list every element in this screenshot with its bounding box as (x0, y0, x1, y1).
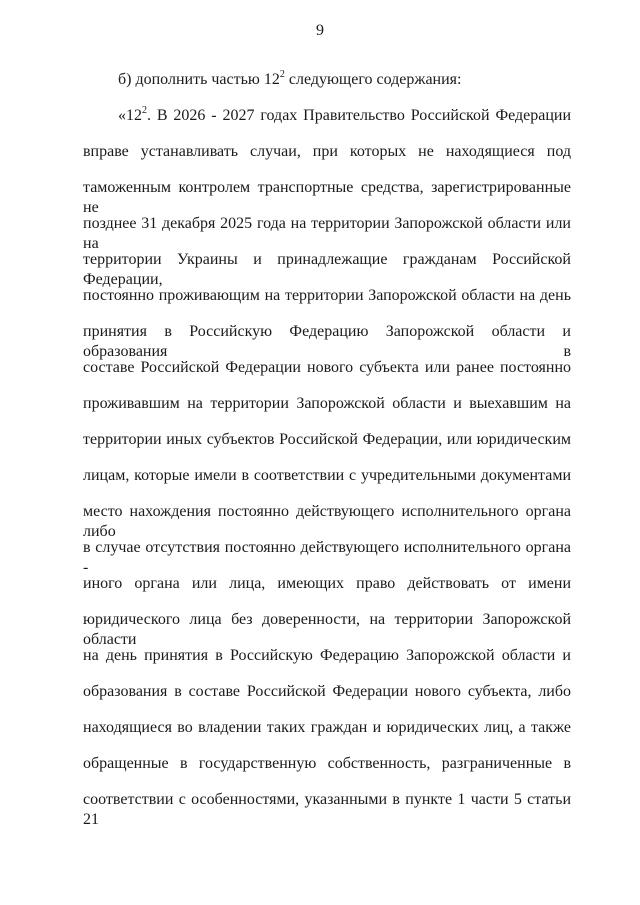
paragraph-superscript: 2 (142, 105, 147, 116)
intro-line (118, 70, 571, 90)
text-line: вправе устанавливать случаи, при которых не находящиеся под (83, 143, 571, 160)
page-number: 9 (316, 22, 324, 39)
text-line: лицам, которые имели в соответствии с учредительными документами (83, 467, 571, 484)
text-line: позднее 31 декабря 2025 года на территории Запорожской области или на (83, 215, 571, 252)
paragraph-number: «12 (118, 107, 142, 124)
text-line: таможенным контролем транспортные средства, зарегистрированные не (83, 179, 571, 216)
text-line: иного органа или лица, имеющих право действовать от имени (83, 575, 571, 592)
text-line: постоянно проживающим на территории Запорожской области на день (83, 287, 571, 304)
text-line: в случае отсутствия постоянно действующего исполнительного органа - (83, 539, 571, 576)
intro-text-end: следующего содержания: (284, 71, 462, 88)
text-line: образования в составе Российской Федерации нового субъекта, либо (83, 683, 571, 700)
text-line: место нахождения постоянно действующего исполнительного органа либо (83, 503, 571, 540)
text-line: соответствии с особенностями, указанными в пункте 1 части 5 статьи 21 (83, 791, 571, 828)
paragraph-first-text: . В 2026 - 2027 годах Правительство Российской Федерации (147, 107, 571, 124)
intro-superscript: 2 (279, 69, 285, 80)
text-line: составе Российской Федерации нового субъекта или ранее постоянно (83, 359, 571, 376)
text-line: принятия в Российскую Федерацию Запорожской области и образования в (83, 323, 571, 360)
text-line: территории Украины и принадлежащие гражданам Российской Федерации, (83, 251, 571, 288)
text-line: территории иных субъектов Российской Федерации, или юридическим (83, 431, 571, 448)
text-line: проживавшим на территории Запорожской области и выехавшим на (83, 395, 571, 412)
text-line: находящиеся во владении таких граждан и юридических лиц, а также (83, 719, 571, 736)
intro-text: б) дополнить частью 12 (118, 71, 280, 88)
text-line: обращенные в государственную собственность, разграниченные в (83, 755, 571, 772)
text-line: юридического лица без доверенности, на территории Запорожской области (83, 611, 571, 648)
text-line: на день принятия в Российскую Федерацию Запорожской области и (83, 647, 571, 664)
paragraph-first-line (118, 106, 571, 126)
